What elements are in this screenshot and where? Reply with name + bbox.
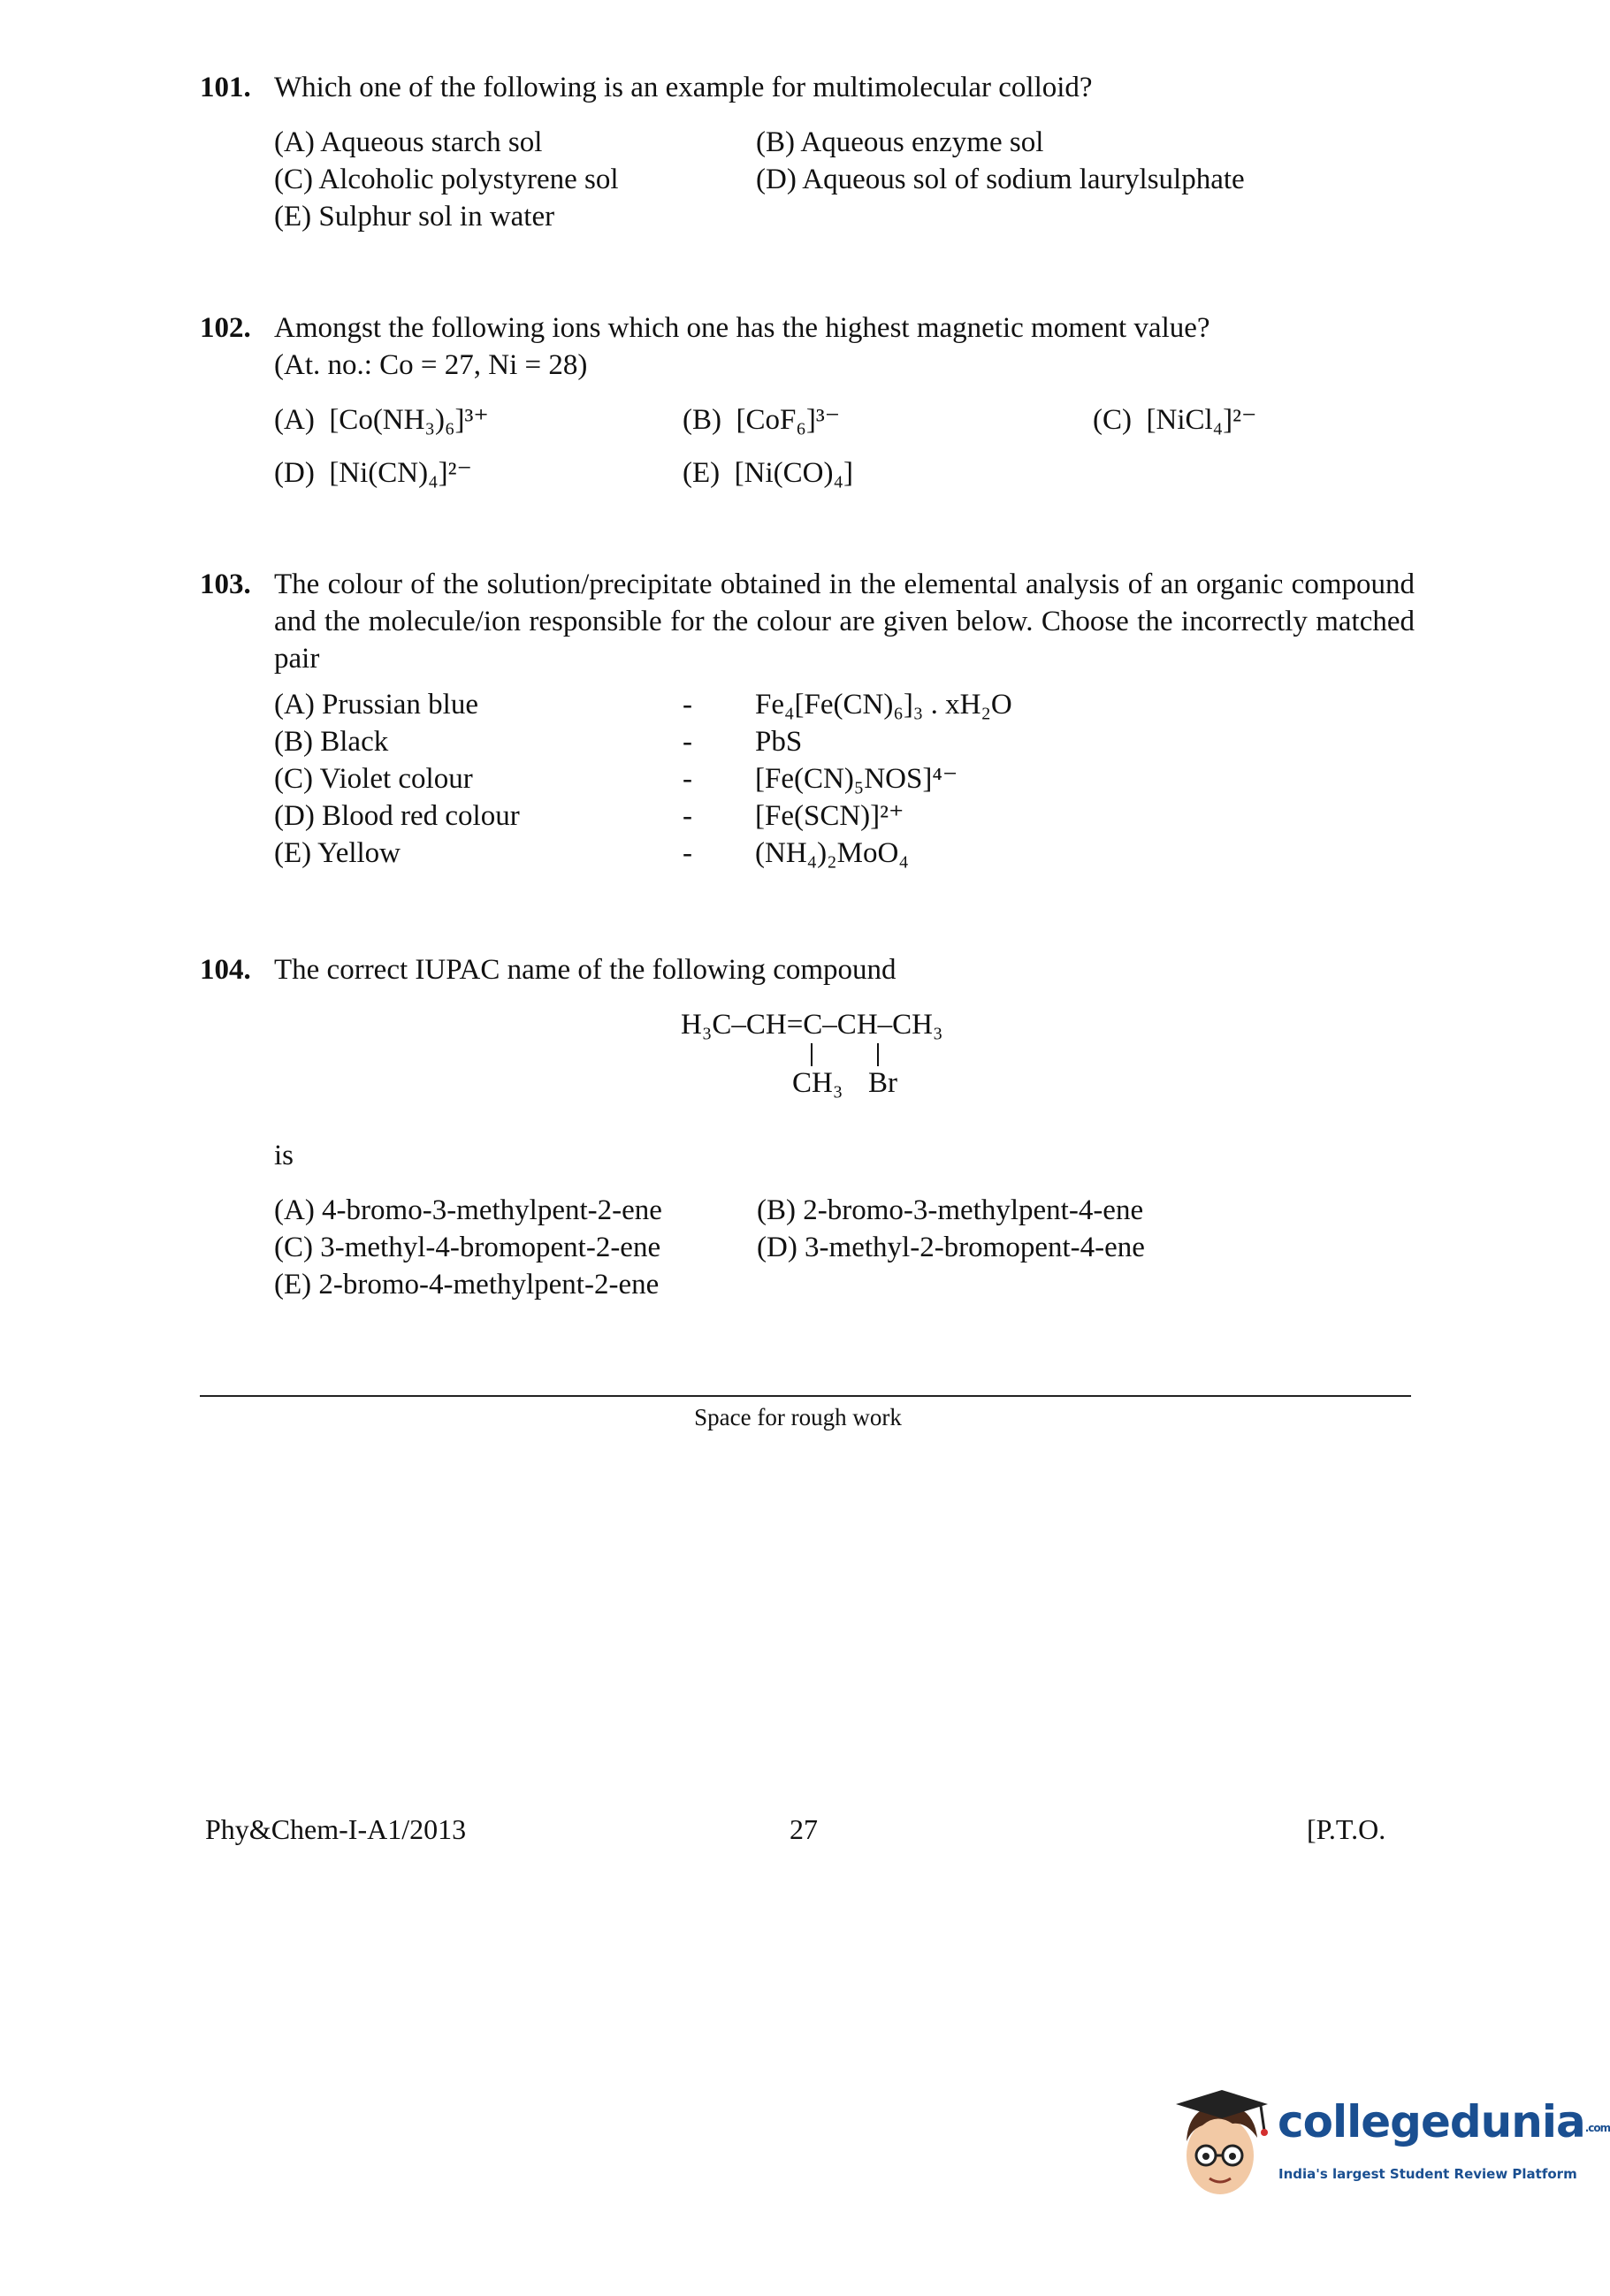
question-text: The correct IUPAC name of the following compound <box>274 954 897 986</box>
match-label: (C) Violet colour <box>274 763 473 795</box>
question-101 <box>200 69 1411 233</box>
option-formula: [Co(NH₃)₆]³⁺ <box>329 404 489 436</box>
question-text-continuation: is <box>274 1140 294 1171</box>
collegedunia-logo[interactable] <box>1176 2086 1610 2210</box>
structure-substituent-ch3: CH₃ <box>792 1067 843 1099</box>
option-formula: [CoF₆]³⁻ <box>736 404 841 436</box>
pto-label: [P.T.O. <box>1307 1813 1386 1845</box>
question-104 <box>200 951 1411 1301</box>
match-label: (A) Prussian blue <box>274 689 478 721</box>
question-number: 102. <box>200 312 251 344</box>
option-label: (D) <box>274 457 315 489</box>
match-formula: Fe₄[Fe(CN)₆]₃ . xH₂O <box>755 689 1012 721</box>
option-b: (B) 2-bromo-3-methylpent-4-ene <box>757 1194 1144 1226</box>
logo-wordmark: collegedunia.com <box>1278 2096 1610 2147</box>
question-text: Which one of the following is an example for multimolecular colloid? <box>274 72 1093 103</box>
question-number: 103. <box>200 568 251 600</box>
option-a: (A) 4-bromo-3-methylpent-2-ene <box>274 1194 662 1226</box>
structure-main-chain: H₃C–CH=C–CH–CH₃ <box>681 1009 943 1041</box>
match-label: (E) Yellow <box>274 837 401 869</box>
match-label: (D) Blood red colour <box>274 800 520 832</box>
question-number: 101. <box>200 72 251 103</box>
option-e <box>683 454 853 492</box>
match-separator: - <box>683 837 692 869</box>
match-formula: [Fe(CN)₅NOS]⁴⁻ <box>755 763 958 795</box>
option-label: (C) <box>1093 404 1132 436</box>
option-b: (B) Aqueous enzyme sol <box>756 126 1044 158</box>
question-103 <box>200 566 1415 869</box>
option-a: (A) Aqueous starch sol <box>274 126 543 158</box>
mascot-icon <box>1176 2086 1273 2201</box>
chemical-structure <box>681 1006 999 1112</box>
logo-tagline: India's largest Student Review Platform <box>1278 2166 1577 2182</box>
option-b <box>683 401 840 439</box>
option-label: (A) <box>274 404 315 436</box>
option-c <box>1093 401 1256 439</box>
paper-code: Phy&Chem-I-A1/2013 <box>205 1813 467 1845</box>
match-formula: [Fe(SCN)]²⁺ <box>755 800 904 832</box>
rough-work-label: Space for rough work <box>694 1404 902 1430</box>
option-label: (B) <box>683 404 721 436</box>
question-number: 104. <box>200 954 251 986</box>
option-d <box>274 454 472 492</box>
page-number: 27 <box>790 1813 818 1845</box>
option-a <box>274 401 489 439</box>
question-text: The colour of the solution/precipitate obtained in the elemental analysis of an organic compound and the molecule/ion responsible for the colour are given below. Choose the incorrectly matched pair <box>274 568 1415 675</box>
match-separator: - <box>683 800 692 832</box>
match-formula: PbS <box>755 726 803 758</box>
match-label: (B) Black <box>274 726 389 758</box>
question-102 <box>200 309 1411 489</box>
match-separator: - <box>683 689 692 721</box>
option-formula: [Ni(CN)₄]²⁻ <box>329 457 472 489</box>
question-text: Amongst the following ions which one has the highest magnetic moment value? <box>274 312 1210 344</box>
option-e: (E) 2-bromo-4-methylpent-2-ene <box>274 1269 660 1301</box>
question-subtext: (At. no.: Co = 27, Ni = 28) <box>274 349 588 381</box>
rough-work-divider <box>200 1395 1411 1397</box>
option-e: (E) Sulphur sol in water <box>274 201 555 233</box>
match-separator: - <box>683 726 692 758</box>
option-d: (D) 3-methyl-2-bromopent-4-ene <box>757 1232 1145 1263</box>
structure-substituent-br: Br <box>868 1067 897 1099</box>
option-c: (C) Alcoholic polystyrene sol <box>274 164 619 195</box>
match-formula: (NH₄)₂MoO₄ <box>755 837 909 869</box>
option-formula: [NiCl₄]²⁻ <box>1146 404 1257 436</box>
option-formula: [Ni(CO)₄] <box>734 457 853 489</box>
option-c: (C) 3-methyl-4-bromopent-2-ene <box>274 1232 661 1263</box>
option-d: (D) Aqueous sol of sodium laurylsulphate <box>756 164 1245 195</box>
option-label: (E) <box>683 457 721 489</box>
match-separator: - <box>683 763 692 795</box>
